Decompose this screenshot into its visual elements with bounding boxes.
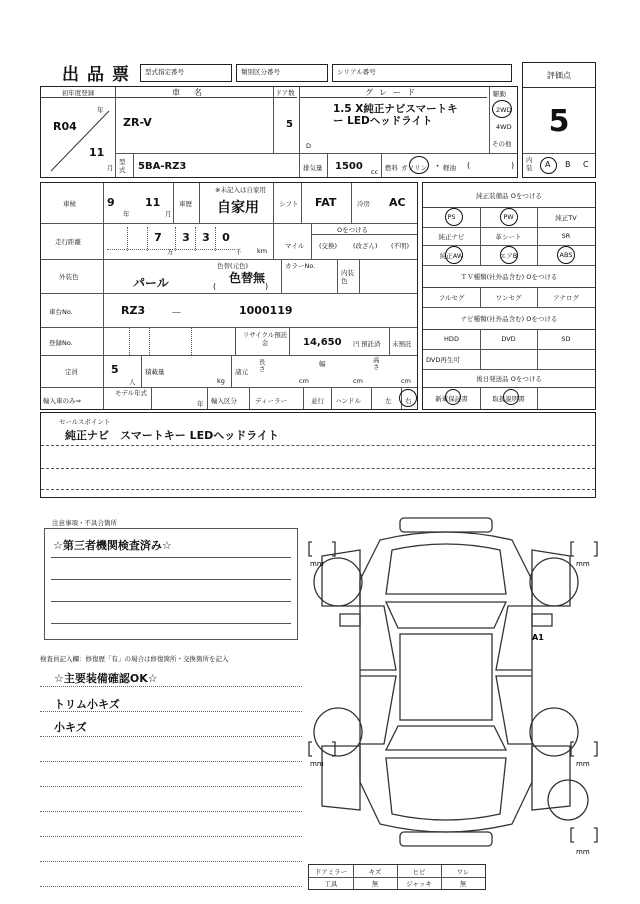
recycle-value: 14,650 — [303, 337, 342, 348]
inspection-month: 11 — [145, 196, 161, 209]
grade-value: 1.5 X純正ナビスマートキー LEDヘッドライト — [333, 103, 458, 127]
recycle-unpaid: 未預託 — [392, 340, 412, 348]
legend-header: ドアミラー — [314, 867, 348, 876]
mileage-digit: 3 — [202, 231, 210, 244]
handle-right-circle — [399, 389, 417, 407]
navi-dvd: DVD — [501, 335, 516, 343]
inspection-label: 車検 — [63, 200, 76, 208]
equip-abs-circle — [557, 246, 575, 264]
fuel-gasoline: ガソリン — [401, 164, 427, 172]
navi-hdd: HDD — [444, 335, 459, 343]
later-manual-circle — [503, 389, 519, 405]
tread-rl-unit: mm — [310, 760, 324, 768]
equipment-title: 純正装備品 Oをつける — [423, 183, 595, 208]
legend-value: 工具 — [324, 879, 338, 888]
vehicle-basic-box: 初年度登録 年 R04 11 月 車名 ZR-V 型式 5BA-RZ3 ドア数 5 D グレード 1.5 X純正ナビスマートキー LEDヘッドライト 駆動 2WD 4WD その他 排気量 1500 cc 燃料 ガソリン ・ 軽油 ( ) — [40, 86, 518, 178]
capacity-unit: 人 — [129, 378, 136, 386]
navi-sd: SD — [561, 335, 571, 343]
later-shipping-title: 後日発送品 Oをつける — [423, 369, 595, 388]
displacement-unit: cc — [371, 168, 379, 176]
recycle-unit: 円 — [353, 340, 360, 348]
interior-grade-a-circle — [540, 157, 557, 174]
serial-number-box — [332, 64, 512, 82]
doors-label: ドア数 — [273, 87, 297, 98]
drive-2wd-circle — [492, 100, 512, 118]
width-cm-unit: cm — [353, 377, 363, 385]
model-year-unit: 年 — [197, 400, 204, 408]
first-reg-month-unit: 月 — [107, 164, 114, 172]
damage-mark-a1: A1 — [532, 633, 544, 642]
tv-type-title: ＴＶ種類(社外品含む) Oをつける — [423, 265, 595, 288]
color-change-value: 色替無 — [229, 271, 266, 285]
vehicle-details-box: 車検 9 年 11 月 車歴 ※未記入は自家用 自家用 シフト FAT 冷房 AC 走行距離 7 3 3 0 万 千 km マイル Oをつける (交換) (改ざん) (不明) 外装色 パール 色替(元色) 色替無 ( ) カラーNo. 内装色 車台No. RZ3 － 1000119 登録No. リサイクル預託金 14,650 円 預託済 未預託 定員 5 人 積載量 kg 諸元 長さ cm 幅 cm 高さ cm 輸入車のみ⇒ モデル年式 年 輸入区分 ディーラー 並行 ハンドル 左 右 — [40, 182, 418, 410]
displacement-value: 1500 — [335, 161, 363, 172]
displacement-label: 排気量 — [303, 164, 323, 172]
caution-label: 注意事項・不具合箇所 — [52, 519, 117, 527]
height-cm-unit: cm — [401, 377, 411, 385]
score-box — [522, 62, 596, 178]
equip-pw: PW — [503, 213, 514, 221]
later-warranty: 新車保証書 — [435, 394, 468, 403]
history-value: 自家用 — [217, 200, 259, 216]
navi-type-title: ナビ種類(社外品含む) Oをつける — [423, 307, 595, 330]
interior-grade-c: C — [583, 160, 589, 169]
first-reg-slash — [49, 107, 111, 173]
legend-value: 無 — [371, 879, 379, 888]
form-title: 出品票 — [62, 65, 137, 85]
model-type-value: 5BA-RZ3 — [138, 161, 187, 172]
caution-section — [40, 518, 302, 642]
color-number-label: カラーNo. — [285, 262, 316, 270]
drive-other: その他 — [492, 140, 512, 148]
car-name-value: ZR-V — [123, 116, 152, 129]
inspection-year: 9 — [107, 196, 115, 209]
car-damage-diagram — [300, 510, 600, 860]
legend-value: ジャッキ — [406, 879, 432, 888]
equip-airbag: エアB — [499, 251, 518, 260]
equip-abs: ABS — [559, 251, 573, 259]
equip-leather: 革シート — [495, 232, 522, 241]
color-value: パール — [133, 276, 169, 290]
odometer-circle-note: Oをつける — [337, 226, 369, 234]
mile-label: マイル — [285, 242, 305, 250]
handle-right: 右 — [405, 397, 412, 405]
legend-value: 無 — [459, 879, 467, 888]
legend-header: ヒビ — [412, 867, 426, 876]
chassis-number: 1000119 — [239, 304, 293, 317]
drive-2wd: 2WD — [496, 106, 512, 114]
equip-aw-circle — [445, 246, 463, 264]
legend-table — [308, 864, 486, 890]
class-number-box — [236, 64, 328, 82]
interior-grade-label: 内装 — [526, 156, 533, 172]
equip-ps: PS — [447, 213, 456, 221]
score-label: 評価点 — [523, 63, 595, 88]
class-number-label: 類別区分番号 — [241, 68, 280, 76]
load-label: 積載量 — [145, 368, 165, 376]
length-cm-unit: cm — [299, 377, 309, 385]
capacity-label: 定員 — [65, 368, 78, 376]
import-only-label: 輸入車のみ⇒ — [43, 397, 81, 405]
ac-value: AC — [389, 196, 406, 209]
load-kg-unit: kg — [217, 377, 225, 385]
dvd-playable-label: DVD再生可 — [426, 356, 460, 364]
inspector-note-label: 検査員記入欄：修復歴「有」の場合は修復箇所・交換箇所を記入 — [40, 655, 229, 663]
door-type: D — [306, 142, 312, 150]
tread-fl-unit: mm — [310, 560, 324, 568]
equip-sr: SR — [561, 232, 571, 240]
length-label: 長さ — [259, 358, 266, 373]
color-change-label: 色替(元色) — [217, 262, 249, 270]
mileage-digit: 7 — [154, 231, 162, 244]
handle-label: ハンドル — [335, 397, 361, 405]
reg-number-label: 登録No. — [49, 339, 73, 347]
mileage-digit: 0 — [222, 231, 230, 244]
inspection-month-unit: 月 — [165, 210, 172, 218]
recycle-label: リサイクル預託金 — [242, 331, 288, 347]
model-cert-label: 型式指定番号 — [145, 68, 184, 76]
tv-oneseg: ワンセグ — [495, 293, 522, 302]
inspector-line-3: 小キズ — [54, 721, 87, 734]
odometer-exchanged: (交換) — [319, 242, 338, 250]
drive-label: 駆動 — [493, 90, 506, 98]
import-parallel: 並行 — [311, 397, 324, 405]
first-reg-month: 11 — [89, 146, 105, 159]
equip-tv: 純正TV — [555, 213, 577, 222]
equip-pw-circle — [500, 208, 518, 226]
tv-fullseg: フルセグ — [438, 293, 465, 302]
shift-value: FAT — [315, 196, 337, 209]
history-label: 車歴 — [179, 200, 192, 208]
equip-aw: 純正AW — [439, 251, 464, 260]
odometer-modified: (改ざん) — [353, 242, 378, 250]
legend-header: ワレ — [456, 867, 470, 876]
capacity-value: 5 — [111, 363, 119, 376]
mileage-km-unit: km — [257, 247, 268, 255]
interior-grade-a: A — [545, 160, 551, 169]
mileage-digits — [107, 227, 267, 255]
first-reg-year: R04 — [53, 120, 77, 133]
equipment-box — [422, 182, 596, 410]
model-cert-box — [140, 64, 232, 82]
chassis-prefix: RZ3 — [121, 304, 146, 317]
width-label: 幅 — [319, 360, 326, 368]
equip-airbag-circle — [500, 246, 518, 264]
first-reg-year-unit: 年 — [97, 106, 104, 114]
inspector-line-1: ☆主要装備確認OK☆ — [54, 672, 158, 685]
fuel-label: 燃料 — [385, 164, 398, 172]
tread-rr-unit: mm — [576, 760, 590, 768]
car-name-label: 車名 — [115, 87, 273, 98]
chassis-label: 車台No. — [49, 308, 73, 316]
legend-header: キズ — [368, 867, 382, 876]
tread-spare-unit: mm — [576, 848, 590, 856]
caution-text: ☆第三者機関検査済み☆ — [53, 539, 172, 552]
history-note: ※未記入は自家用 — [215, 186, 266, 194]
serial-number-label: シリアル番号 — [337, 68, 376, 76]
score-value: 5 — [548, 103, 570, 139]
handle-left: 左 — [385, 397, 392, 405]
color-label: 外装色 — [59, 273, 79, 281]
later-manual: 取扱説明書 — [492, 394, 525, 403]
fuel-diesel: 軽油 — [443, 164, 456, 172]
equip-navi: 純正ナビ — [438, 232, 465, 241]
mileage-label: 走行距離 — [55, 238, 81, 246]
inspector-line-2: トリム小キズ — [54, 698, 120, 711]
sales-point-label: セールスポイント — [59, 418, 111, 426]
interior-grade-b: B — [565, 160, 571, 169]
inspection-year-unit: 年 — [123, 210, 130, 218]
mileage-sen-unit: 千 — [235, 248, 242, 256]
import-dealer: ディーラー — [255, 397, 287, 405]
grade-label: グレード — [299, 87, 487, 98]
odometer-unknown: (不明) — [391, 242, 410, 250]
sales-point-text: 純正ナビ スマートキー LEDヘッドライト — [65, 429, 279, 442]
mileage-digit: 3 — [182, 231, 190, 244]
tread-fr-unit: mm — [576, 560, 590, 568]
first-reg-label: 初年度登録 — [41, 87, 116, 98]
equip-ps-circle — [445, 208, 463, 226]
interior-color-label: 内装色 — [341, 269, 354, 285]
drive-4wd: 4WD — [496, 123, 512, 131]
chassis-dash: － — [171, 306, 182, 319]
later-warranty-circle — [445, 389, 461, 405]
model-year-label: モデル年式 — [114, 389, 148, 397]
ac-label: 冷房 — [357, 200, 370, 208]
sales-point-box — [40, 412, 596, 498]
shift-label: シフト — [279, 200, 299, 208]
height-label: 高さ — [373, 356, 380, 371]
doors-value: 5 — [286, 119, 293, 130]
fuel-gasoline-circle — [409, 156, 429, 174]
dims-label: 諸元 — [235, 368, 248, 376]
model-type-label: 型式 — [119, 158, 126, 174]
mileage-man-unit: 万 — [167, 248, 174, 256]
import-class-label: 輸入区分 — [211, 397, 237, 405]
recycle-paid: 預託済 — [361, 340, 381, 348]
tv-analog: アナログ — [553, 293, 579, 302]
